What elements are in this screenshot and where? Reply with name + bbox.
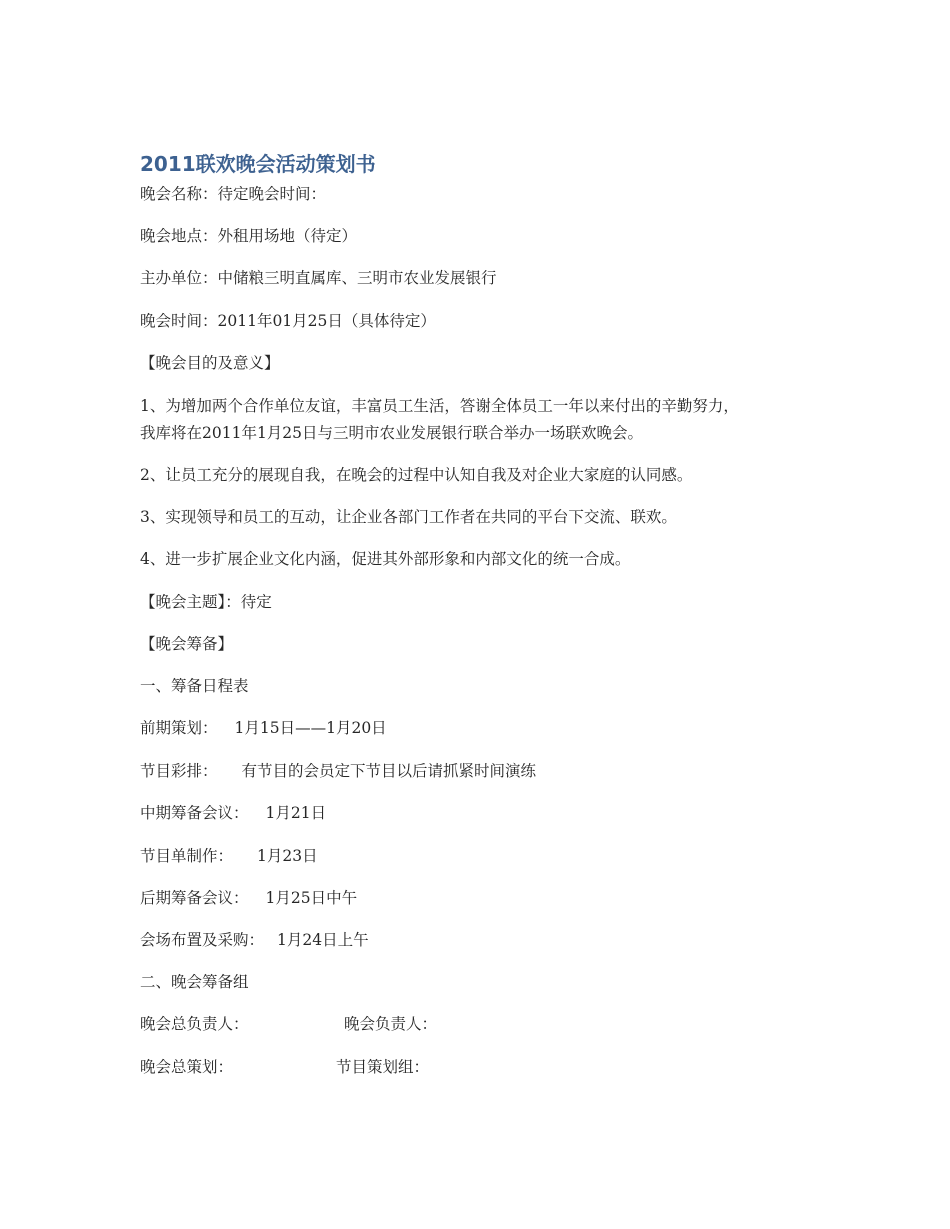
schedule-label: 节目单制作：: [140, 847, 234, 865]
schedule-heading: 一、筹备日程表: [140, 677, 249, 695]
role-right: 节目策划组：: [336, 1058, 430, 1076]
purpose-item-2: 2、让员工充分的展现自我，在晚会的过程中认知自我及对企业大家庭的认同感。: [140, 466, 693, 484]
purpose-heading: 【晚会目的及意义】: [140, 354, 280, 372]
schedule-label: 会场布置及采购：: [140, 931, 265, 949]
schedule-value: 有节目的会员定下节目以后请抓紧时间演练: [241, 762, 537, 780]
schedule-row: [140, 802, 326, 824]
event-location-line: 晚会地点：外租用场地（待定）: [140, 227, 358, 245]
role-row: [140, 1013, 437, 1035]
host-line: 主办单位：中储粮三明直属库、三明市农业发展银行: [140, 269, 497, 287]
theme-line: 【晚会主题】：待定: [140, 593, 272, 611]
role-right: 晚会负责人：: [344, 1015, 438, 1033]
purpose-item-4: 4、进一步扩展企业文化内涵，促进其外部形象和内部文化的统一合成。: [140, 550, 631, 568]
schedule-label: 节目彩排：: [140, 762, 218, 780]
role-left: 晚会总策划：: [140, 1058, 234, 1076]
document-title: 2011联欢晚会活动策划书: [140, 152, 376, 176]
schedule-value: 1月23日: [257, 847, 318, 865]
purpose-item-1-line-1: 1、为增加两个合作单位友谊，丰富员工生活，答谢全体员工一年以来付出的辛勤努力，: [140, 397, 739, 415]
schedule-label: 前期策划：: [140, 719, 218, 737]
schedule-label: 后期筹备会议：: [140, 889, 249, 907]
event-name-line: 晚会名称：待定晚会时间：: [140, 185, 327, 203]
schedule-value: 1月21日: [265, 804, 327, 822]
role-left: 晚会总负责人：: [140, 1015, 249, 1033]
schedule-label: 中期筹备会议：: [140, 804, 249, 822]
schedule-value: 1月15日——1月20日: [234, 719, 387, 737]
schedule-row: [140, 929, 369, 951]
schedule-row: [140, 717, 387, 739]
schedule-row: [140, 760, 536, 782]
purpose-item-3: 3、实现领导和员工的互动，让企业各部门工作者在共同的平台下交流、联欢。: [140, 508, 677, 526]
schedule-row: [140, 887, 357, 909]
preparation-group-heading: 二、晚会筹备组: [140, 973, 249, 991]
preparation-heading: 【晚会筹备】: [140, 635, 234, 653]
schedule-row: [140, 845, 318, 867]
purpose-item-1-line-2: 我库将在2011年1月25日与三明市农业发展银行联合举办一场联欢晚会。: [140, 424, 644, 442]
event-time-line: 晚会时间：2011年01月25日（具体待定）: [140, 312, 436, 330]
schedule-value: 1月25日中午: [265, 889, 358, 907]
role-row: [140, 1056, 429, 1078]
schedule-value: 1月24日上午: [277, 931, 369, 949]
